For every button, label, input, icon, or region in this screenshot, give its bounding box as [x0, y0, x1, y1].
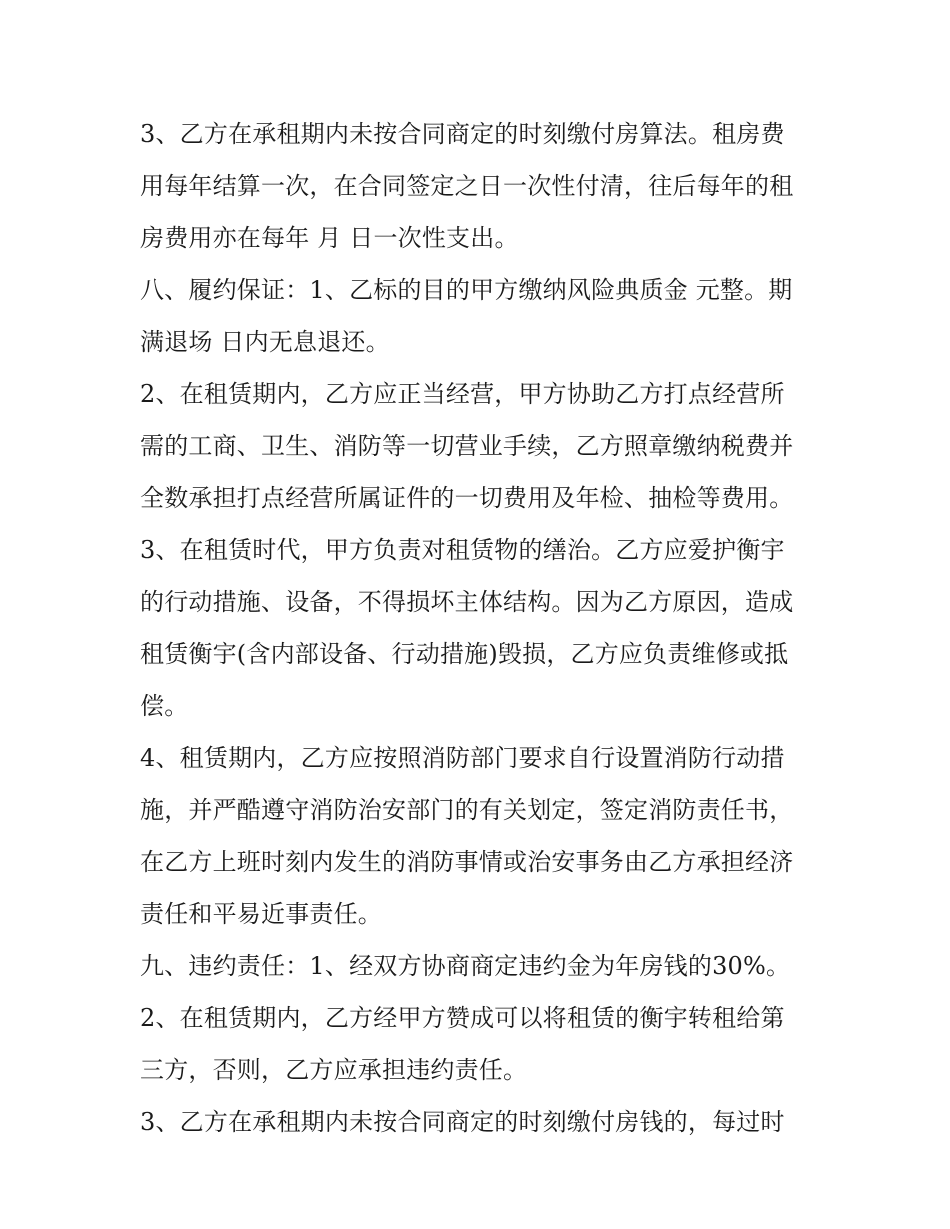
text-line: 三方，否则，乙方应承担违约责任。: [140, 1056, 528, 1084]
text-line: 房费用亦在每年 月 日一次性支出。: [140, 224, 519, 252]
paragraph-lawful-operation: [140, 368, 820, 524]
paragraph-performance-guarantee: [140, 264, 820, 368]
text-line: 3、乙方在承租期内未按合同商定的时刻缴付房算法。租房费: [140, 120, 785, 148]
text-line: 偿。: [140, 692, 189, 720]
text-line: 八、履约保证：1、乙标的目的甲方缴纳风险典质金 元整。期: [140, 276, 793, 304]
text-line: 在乙方上班时刻内发生的消防事情或治安事务由乙方承担经济: [140, 848, 794, 876]
text-line: 3、乙方在承租期内未按合同商定的时刻缴付房钱的，每过时: [140, 1108, 785, 1136]
text-line: 施，并严酷遵守消防治安部门的有关划定，签定消防责任书，: [140, 796, 794, 824]
text-line: 满退场 日内无息退还。: [140, 328, 390, 356]
paragraph-rent-payment: [140, 108, 820, 264]
text-line: 九、违约责任：1、经双方协商商定违约金为年房钱的30%。: [140, 952, 791, 980]
text-line: 需的工商、卫生、消防等一切营业手续，乙方照章缴纳税费并: [140, 432, 794, 460]
text-line: 用每年结算一次，在合同签定之日一次性付清，往后每年的租: [140, 172, 794, 200]
document-body: [140, 108, 820, 1148]
text-line: 2、在租赁期内，乙方应正当经营，甲方协助乙方打点经营所: [140, 380, 785, 408]
paragraph-maintenance: [140, 524, 820, 732]
paragraph-late-payment: [140, 1096, 820, 1148]
paragraph-fire-safety: [140, 732, 820, 940]
paragraph-sublease: [140, 992, 820, 1096]
text-line: 全数承担打点经营所属证件的一切费用及年检、抽检等费用。: [140, 484, 794, 512]
text-line: 2、在租赁期内，乙方经甲方赞成可以将租赁的衡宇转租给第: [140, 1004, 785, 1032]
text-line: 3、在租赁时代，甲方负责对租赁物的缮治。乙方应爱护衡宇: [140, 536, 785, 564]
text-line: 的行动措施、设备，不得损坏主体结构。因为乙方原因，造成: [140, 588, 794, 616]
text-line: 责任和平易近事责任。: [140, 900, 382, 928]
paragraph-breach-liability: [140, 940, 820, 992]
text-line: 租赁衡宇(含内部设备、行动措施)毁损，乙方应负责维修或抵: [140, 640, 789, 668]
text-line: 4、租赁期内，乙方应按照消防部门要求自行设置消防行动措: [140, 744, 785, 772]
